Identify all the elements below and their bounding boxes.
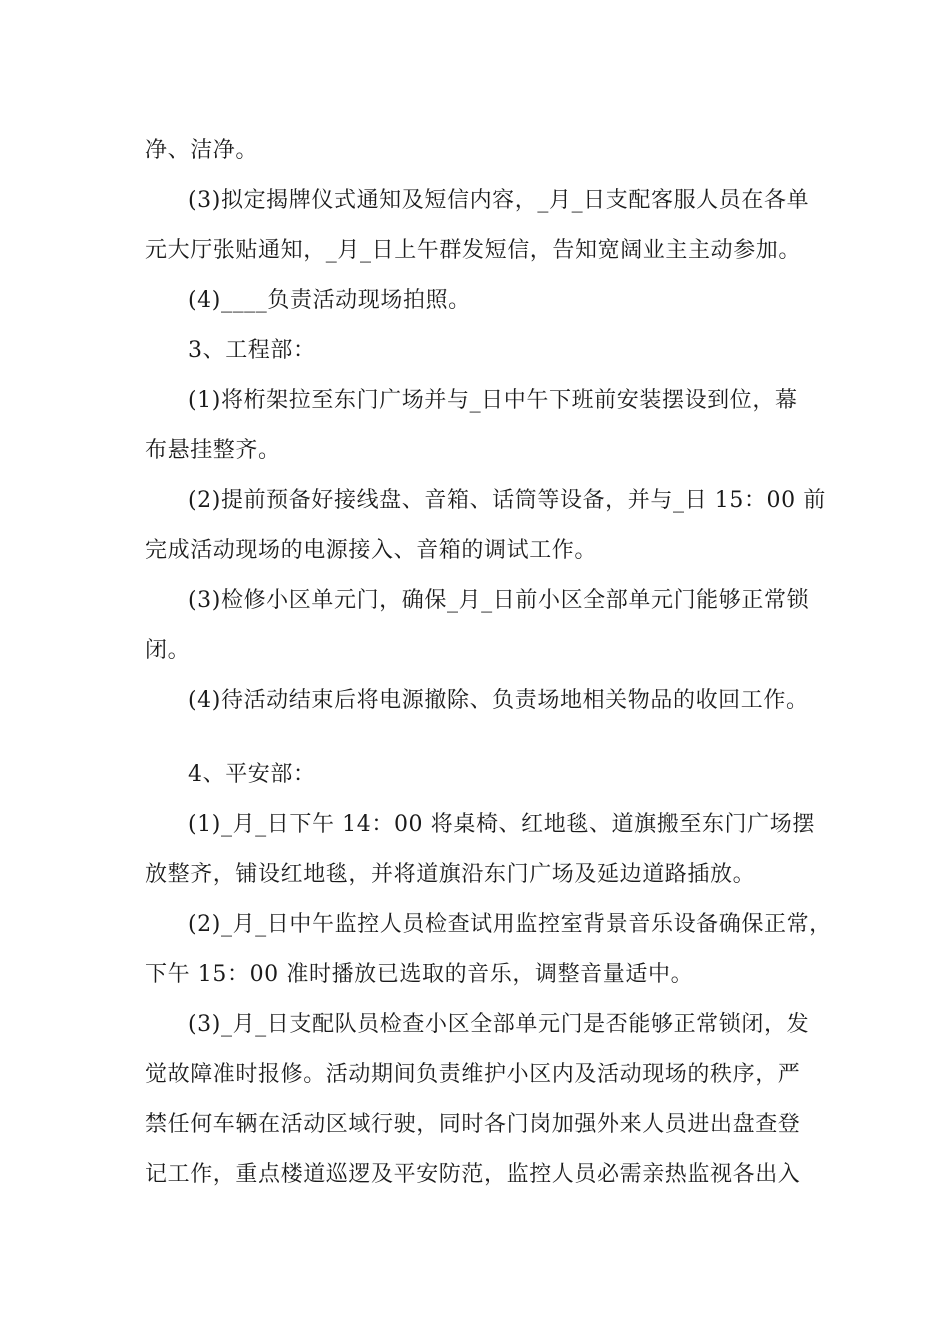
- text-line: (2)_月_日中午监控人员检查试用监控室背景音乐设备确保正常，: [188, 912, 832, 937]
- text-line: (1)_月_日下午 14：00 将桌椅、红地毯、道旗搬至东门广场摆: [188, 812, 815, 837]
- section-heading: 4、平安部：: [188, 762, 316, 787]
- text-line: (3)拟定揭牌仪式通知及短信内容，_月_日支配客服人员在各单: [188, 188, 810, 213]
- text-line: 放整齐，铺设红地毯，并将道旗沿东门广场及延边道路插放。: [145, 862, 756, 887]
- section-heading: 3、工程部：: [188, 338, 316, 363]
- text-line: 记工作，重点楼道巡逻及平安防范，监控人员必需亲热监视各出入: [145, 1162, 801, 1187]
- text-line: (3)检修小区单元门，确保_月_日前小区全部单元门能够正常锁: [188, 588, 810, 613]
- text-line: (3)_月_日支配队员检查小区全部单元门是否能够正常锁闭，发: [188, 1012, 810, 1037]
- text-line: 下午 15：00 准时播放已选取的音乐，调整音量适中。: [145, 962, 694, 987]
- text-line: (2)提前预备好接线盘、音箱、话筒等设备，并与_日 15：00 前: [188, 488, 826, 513]
- text-line: 布悬挂整齐。: [145, 438, 281, 463]
- text-line: (1)将桁架拉至东门广场并与_日中午下班前安装摆设到位，幕: [188, 388, 798, 413]
- text-line: 元大厅张贴通知，_月_日上午群发短信，告知宽阔业主主动参加。: [145, 238, 802, 263]
- text-line: 禁任何车辆在活动区域行驶，同时各门岗加强外来人员进出盘查登: [145, 1112, 801, 1137]
- text-line: (4)待活动结束后将电源撤除、负责场地相关物品的收回工作。: [188, 688, 809, 713]
- text-line: 净、洁净。: [145, 138, 259, 163]
- text-line: 完成活动现场的电源接入、音箱的调试工作。: [145, 538, 598, 563]
- text-line: (4)____负责活动现场拍照。: [188, 288, 471, 313]
- text-line: 觉故障准时报修。活动期间负责维护小区内及活动现场的秩序，严: [145, 1062, 801, 1087]
- text-line: 闭。: [145, 638, 191, 663]
